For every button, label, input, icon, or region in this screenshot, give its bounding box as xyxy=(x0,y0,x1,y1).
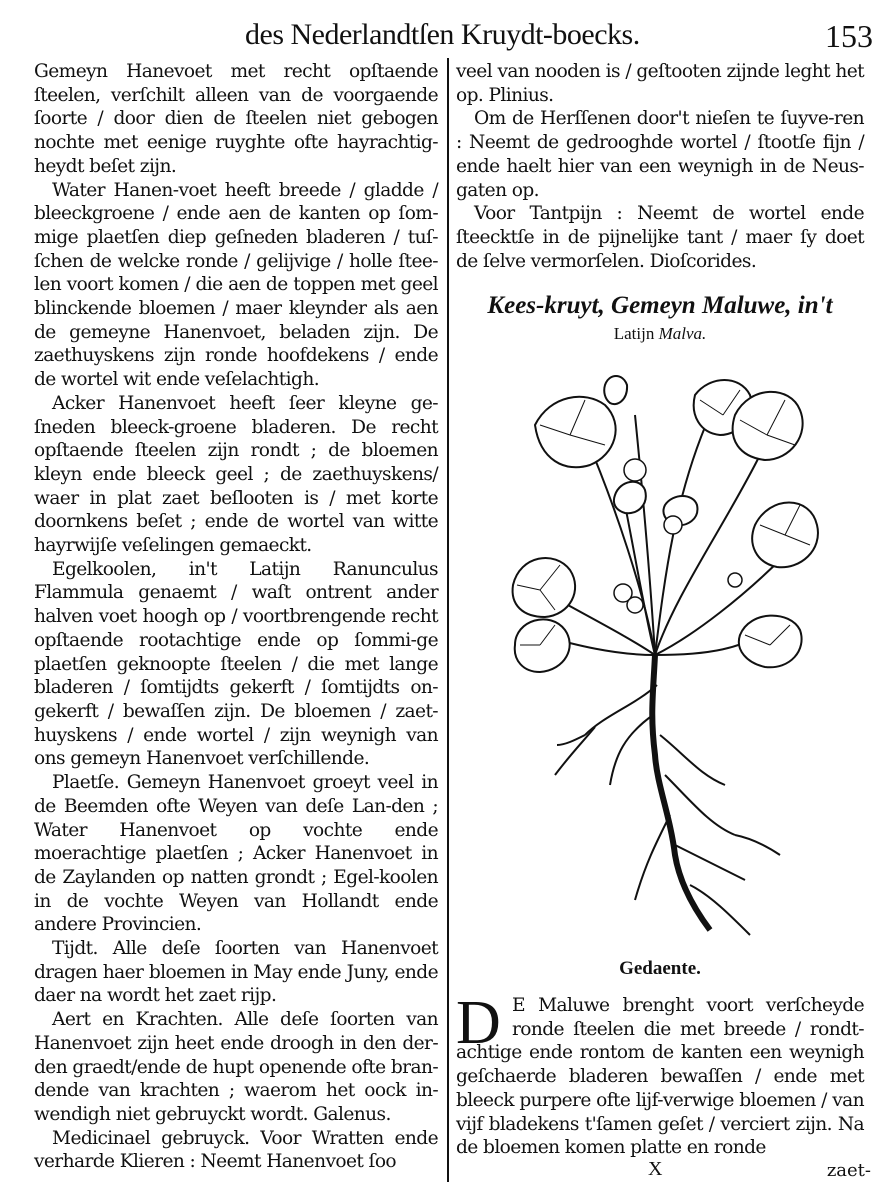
section-heading: Kees-kruyt, Gemeyn Maluwe, in't xyxy=(487,292,833,319)
paragraph-water-hanenvoet: Water Hanen-voet heeft breede / gladde / bleeckgroene / ende aen de kanten op ſom-mige plaetſen diep geſneden bladeren / tuſ-ſchen de welcke ronde / gelijvige / holle ſtee-len voort komen / die aen de toppen met geel blinckende bloemen / maer kleynder als aen de gemeyne Hanenvoet, beladen zijn. De zaethuyskens zijn ronde hoofdekens / ende de wortel wit ende veſelachtigh. xyxy=(34,179,438,391)
latin-name: Malva. xyxy=(658,324,707,343)
page-number: 153 xyxy=(825,18,873,54)
malva-plant-illustration xyxy=(495,355,835,940)
signature-mark: X xyxy=(648,1158,663,1180)
right-column xyxy=(456,60,864,273)
paragraph-tantpijn: Voor Tantpijn : Neemt de wortel ende ſteecktſe in de pijnelijke tant / maer ſy doet de ſelve vermorſelen. Dioſcorides. xyxy=(456,203,864,272)
paragraph-acker-hanenvoet: Acker Hanenvoet heeft ſeer kleyne ge-ſneden bleeck-groene bladeren. De recht opſtaende ſteelen zijn rondt ; de bloemen kleyn ende bleeck geel ; de zaethuyskens/ waer in plat zaet beſlooten is / met korte doornkens beſet ; ende de wortel van witte hayrwijſe veſelingen gemaeckt. xyxy=(34,392,438,557)
paragraph-continuation: veel van nooden is / geſtooten zijnde leght het op. Plinius. xyxy=(456,61,864,106)
malva-description xyxy=(456,989,864,1160)
paragraph-egelkoolen: Egelkoolen, in't Latijn Ranunculus Flammula genaemt / waſt ontrent ander halven voet hoogh op / voortbrengende recht opſtaende rootachtige ende op ſommi-ge plaetſen geknoopte ſteelen / die met lange bladeren / ſomtijdts gekerft / ſomtijdts on-gekerft / bewaſſen zijn. De bloemen / zaet-huyskens / ende wortel / zijn weynigh van ons gemeyn Hanenvoet verſchillende. xyxy=(34,558,438,770)
paragraph-herssenen: Om de Herſſenen door't nieſen te ſuyve-ren : Neemt de gedrooghde wortel / ſtootſe fijn / ende haelt hier van een weynigh in de Neus-gaten op. xyxy=(456,108,864,201)
paragraph-tijdt: Tijdt. Alle deſe ſoorten van Hanenvoet dragen haer bloemen in May ende Juny, ende daer na wordt het zaet rijp. xyxy=(34,938,438,1007)
column-divider xyxy=(447,58,449,1182)
paragraph-plaetse: Plaetſe. Gemeyn Hanenvoet groeyt veel in de Beemden ofte Weyen van deſe Lan-den ; Water Hanenvoet op vochte ende moerachtige plaetſen ; Acker Hanenvoet in de Zaylanden op natten grondt ; Egel-koolen in de vochte Weyen van Hollandt ende andere Provincien. xyxy=(34,772,438,936)
running-header: des Nederlandtſen Kruydt-boecks. xyxy=(245,18,640,51)
latin-prefix: Latijn xyxy=(613,324,655,343)
description-text: E Maluwe brenght voort verſcheyde ronde ſteelen die met breede / rondt-achtige ende rontom de kanten een weynigh geſchaerde bladeren bewaſſen / ende met bleeck purpere ofte lijf-verwige bloemen / van vijf bladekens t'ſamen geſet / verciert zijn. Na de bloemen komen platte en ronde xyxy=(456,995,864,1159)
figure-caption: Gedaente. xyxy=(619,958,701,979)
catchword: zaet- xyxy=(826,1160,871,1181)
left-column xyxy=(34,60,438,1174)
drop-capital: D xyxy=(456,989,501,1057)
paragraph-aert-en-krachten: Aert en Krachten. Alle deſe ſoorten van Hanenvoet zijn heet ende droogh in den der-den graedt/ende de hupt openende ofte bran-dende van krachten ; waerom het oock in-wendigh niet gebruyckt wordt. Galenus. xyxy=(34,1009,438,1125)
section-subheading xyxy=(452,324,868,344)
paragraph-gemeyn-hanevoet: Gemeyn Hanevoet met recht opſtaende ſteelen, verſchilt alleen van de voorgaende ſoorte / door dien de ſteelen niet gebogen nochte met eenige ruyghte ofte hayrachtig-heydt beſet zijn. xyxy=(34,61,438,177)
paragraph-medicinael-gebruyck: Medicinael gebruyck. Voor Wratten ende verharde Klieren : Neemt Hanenvoet ſoo xyxy=(34,1127,438,1173)
